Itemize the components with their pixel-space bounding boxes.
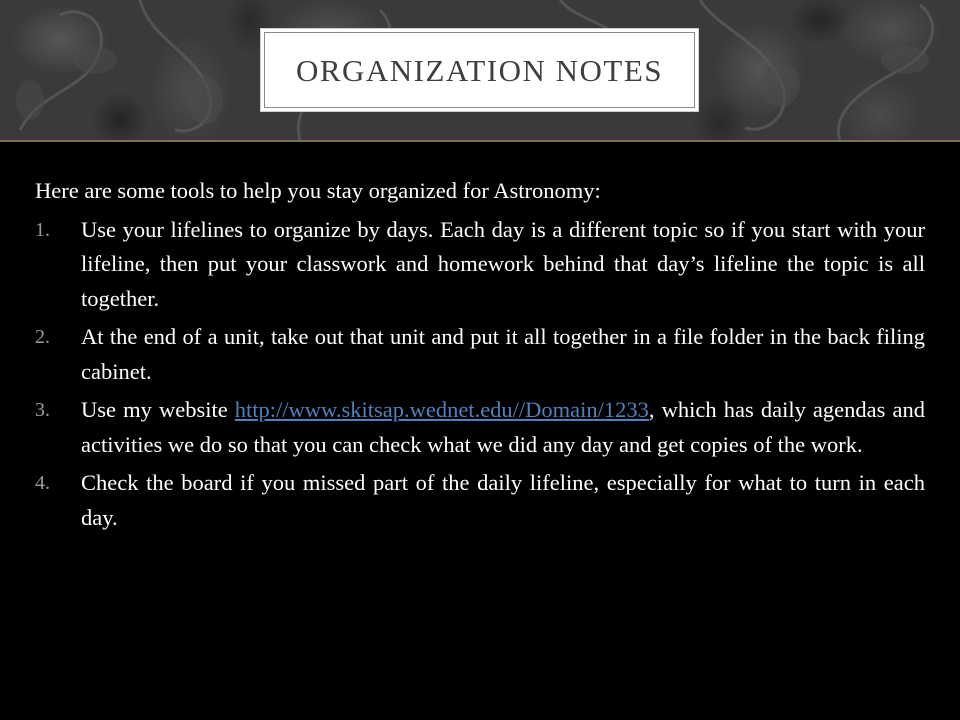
website-link[interactable]: http://www.skitsap.wednet.edu//Domain/1233 xyxy=(234,397,649,422)
notes-list xyxy=(35,213,925,536)
list-item-text: At the end of a unit, take out that unit and put it all together in a file folder in the back filing cabinet. xyxy=(81,324,925,384)
list-item xyxy=(35,320,925,389)
list-number: 2. xyxy=(35,326,50,348)
list-item-text: Check the board if you missed part of the daily lifeline, especially for what to turn in each day. xyxy=(81,470,925,530)
slide-body xyxy=(35,174,925,539)
list-item-text: Use your lifelines to organize by days. Each day is a different topic so if you start with your lifeline, then put your classwork and homework behind that day’s lifeline the topic is all together. xyxy=(81,216,925,311)
list-number: 4. xyxy=(35,472,50,494)
list-number: 1. xyxy=(35,218,50,241)
list-item xyxy=(35,393,925,462)
list-item xyxy=(35,213,925,317)
slide-title: ORGANIZATION NOTES xyxy=(295,53,664,88)
list-item-text-before: Use my website xyxy=(81,397,235,422)
header-damask-band xyxy=(0,0,960,142)
list-item xyxy=(35,466,925,535)
list-item-text-after: , which has daily agendas and activities we do so that you can check what we did any day and get copies of the work. xyxy=(81,397,925,457)
title-box xyxy=(260,28,699,112)
list-number: 3. xyxy=(35,399,50,421)
intro-text: Here are some tools to help you stay organized for Astronomy: xyxy=(35,178,601,203)
